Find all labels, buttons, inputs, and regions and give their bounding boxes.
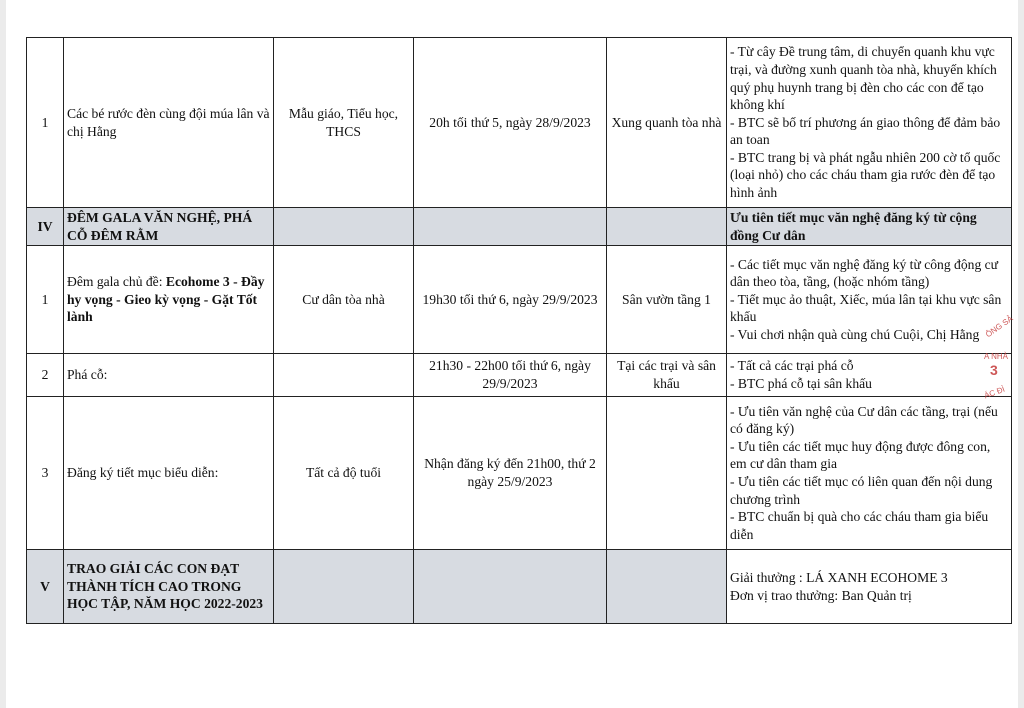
note-line: - BTC trang bị và phát ngẫu nhiên 200 cờ tổ quốc (loại nhỏ) cho các cháu tham gia rước đèn để tạo hình ảnh [730, 149, 1001, 201]
stamp-text: ÔNG SẢ [983, 313, 1015, 340]
stamp-text: ÁC ĐÌ [982, 384, 1007, 401]
note-line: Giải thưởng : LÁ XANH ECOHOME 3 [730, 569, 948, 585]
empty-cell [274, 550, 414, 624]
note-line: - Ưu tiên các tiết mục có liên quan đến nội dung chương trình [730, 474, 993, 507]
note-line: - Vui chơi nhận quà cùng chú Cuội, Chị Hằng [730, 326, 980, 342]
section-note: Ưu tiên tiết mục văn nghệ đăng ký từ cộng đồng Cư dân [727, 208, 1012, 246]
activity-prefix: Đêm gala chủ đề: [67, 274, 166, 290]
activity-cell: Các bé rước đèn cùng đội múa lân và chị Hằng [64, 38, 274, 208]
notes-cell [727, 354, 1012, 397]
time-cell: 20h tối thứ 5, ngày 28/9/2023 [414, 38, 607, 208]
section-number: IV [27, 208, 64, 246]
notes-cell [727, 246, 1012, 354]
table-row [27, 354, 1012, 397]
table-row [27, 38, 1012, 208]
empty-cell [607, 208, 727, 246]
stamp-text: A NHÀ [984, 352, 1009, 361]
note-line: - Ưu tiên các tiết mục huy động được đông con, em cư dân tham gia [730, 438, 991, 472]
note-line: - Các tiết mục văn nghệ đăng ký từ công động cư dân theo tòa, tầng, (hoặc nhóm tầng) [730, 256, 999, 290]
activity-cell: Phá cỗ: [64, 354, 274, 397]
note-line: - BTC phá cỗ tại sân khấu [730, 376, 872, 391]
place-cell: Tại các trại và sân khấu [607, 354, 727, 397]
participants-cell: Mẫu giáo, Tiểu học, THCS [274, 38, 414, 208]
empty-cell [274, 208, 414, 246]
stamp-text: 3 [990, 362, 998, 378]
place-cell: Sân vườn tầng 1 [607, 246, 727, 354]
section-row [27, 550, 1012, 624]
notes-cell [727, 397, 1012, 550]
note-line: - BTC chuẩn bị quà cho các cháu tham gia biểu diễn [730, 509, 989, 542]
notes-cell [727, 550, 1012, 624]
time-cell: 19h30 tối thứ 6, ngày 29/9/2023 [414, 246, 607, 354]
note-line: - Tiết mục ảo thuật, Xiếc, múa lân tại khu vực sân khấu [730, 291, 1002, 325]
activity-cell: Đăng ký tiết mục biểu diễn: [64, 397, 274, 550]
note-line: - Ưu tiên văn nghệ của Cư dân các tầng, trại (nếu có đăng ký) [730, 403, 998, 437]
row-number: 1 [27, 246, 64, 354]
table-row [27, 397, 1012, 550]
participants-cell [274, 354, 414, 397]
empty-cell [607, 550, 727, 624]
table-row [27, 246, 1012, 354]
row-number: 3 [27, 397, 64, 550]
time-cell: 21h30 - 22h00 tối thứ 6, ngày 29/9/2023 [414, 354, 607, 397]
participants-cell: Cư dân tòa nhà [274, 246, 414, 354]
time-cell: Nhận đăng ký đến 21h00, thứ 2 ngày 25/9/2023 [414, 397, 607, 550]
row-number: 2 [27, 354, 64, 397]
note-line: Đơn vị trao thưởng: Ban Quản trị [730, 587, 912, 603]
section-title: TRAO GIẢI CÁC CON ĐẠT THÀNH TÍCH CAO TRONG HỌC TẬP, NĂM HỌC 2022-2023 [64, 550, 274, 624]
notes-cell [727, 38, 1012, 208]
empty-cell [414, 550, 607, 624]
note-line: - Từ cây Đề trung tâm, di chuyển quanh khu vực trại, và đường xunh quanh tòa nhà, khuyến khích quý phụ huynh trang bị đèn cho các con để tạo không khí [730, 44, 997, 113]
section-row [27, 208, 1012, 246]
note-line: - Tất cả các trại phá cỗ [730, 358, 854, 374]
place-cell: Xung quanh tòa nhà [607, 38, 727, 208]
event-schedule-table [26, 37, 1012, 624]
activity-cell [64, 246, 274, 354]
participants-cell: Tất cả độ tuổi [274, 397, 414, 550]
place-cell [607, 397, 727, 550]
row-number: 1 [27, 38, 64, 208]
section-number: V [27, 550, 64, 624]
section-title: ĐÊM GALA VĂN NGHỆ, PHÁ CỖ ĐÊM RẰM [64, 208, 274, 246]
activity-theme: Ecohome 3 - Đầy hy vọng - Gieo kỳ vọng - Gặt Tốt lành [67, 274, 265, 325]
empty-cell [414, 208, 607, 246]
note-line: - BTC sẽ bố trí phương án giao thông để đảm bảo an toan [730, 114, 1001, 148]
document-page [6, 0, 1018, 708]
